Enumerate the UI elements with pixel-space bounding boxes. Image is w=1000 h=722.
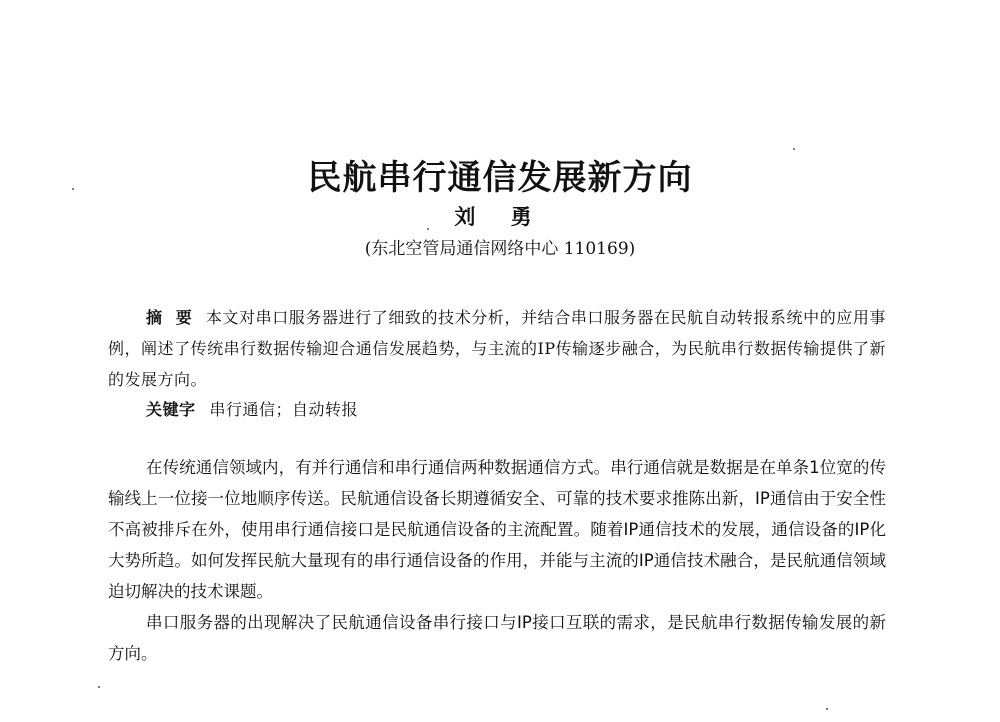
abstract-label: 摘 要 bbox=[146, 308, 196, 327]
abstract-text: 本文对串口服务器进行了细致的技术分析，并结合串口服务器在民航自动转报系统中的应用事例，阐述了传统串行数据传输迎合通信发展趋势，与主流的IP传输逐步融合，为民航串行数据传输提供了新的发展方向。 bbox=[108, 308, 886, 389]
body-paragraph: 串口服务器的出现解决了民航通信设备串行接口与IP接口互联的需求，是民航串行数据传输发展的新方向。 bbox=[108, 613, 886, 663]
keywords-section bbox=[146, 396, 358, 424]
body-paragraph: 在传统通信领域内，有并行通信和串行通信两种数据通信方式。串行通信就是数据是在单条1位宽的传输线上一位接一位地顺序传送。民航通信设备长期遵循安全、可靠的技术要求推陈出新，IP通信由于安全性不高被排斥在外，使用串行通信接口是民航通信设备的主流配置。随着IP通信技术的发展，通信设备的IP化大势所趋。如何发挥民航大量现有的串行通信设备的作用，并能与主流的IP通信技术融合，是民航通信领域迫切解决的技术课题。 bbox=[108, 458, 886, 601]
scan-speck bbox=[793, 148, 795, 150]
keywords-label: 关键字 bbox=[146, 400, 196, 419]
scan-speck bbox=[98, 686, 100, 688]
author-affiliation: (东北空管局通信网络中心 110169) bbox=[364, 239, 636, 259]
author-name: 刘 勇 bbox=[454, 205, 546, 229]
abstract-section bbox=[108, 302, 886, 395]
scan-speck bbox=[826, 708, 828, 710]
paper-title: 民航串行通信发展新方向 bbox=[307, 158, 693, 198]
scan-speck bbox=[427, 228, 429, 230]
scan-speck bbox=[72, 188, 74, 190]
keywords-text: 串行通信；自动转报 bbox=[209, 400, 359, 419]
body-section bbox=[108, 452, 886, 669]
